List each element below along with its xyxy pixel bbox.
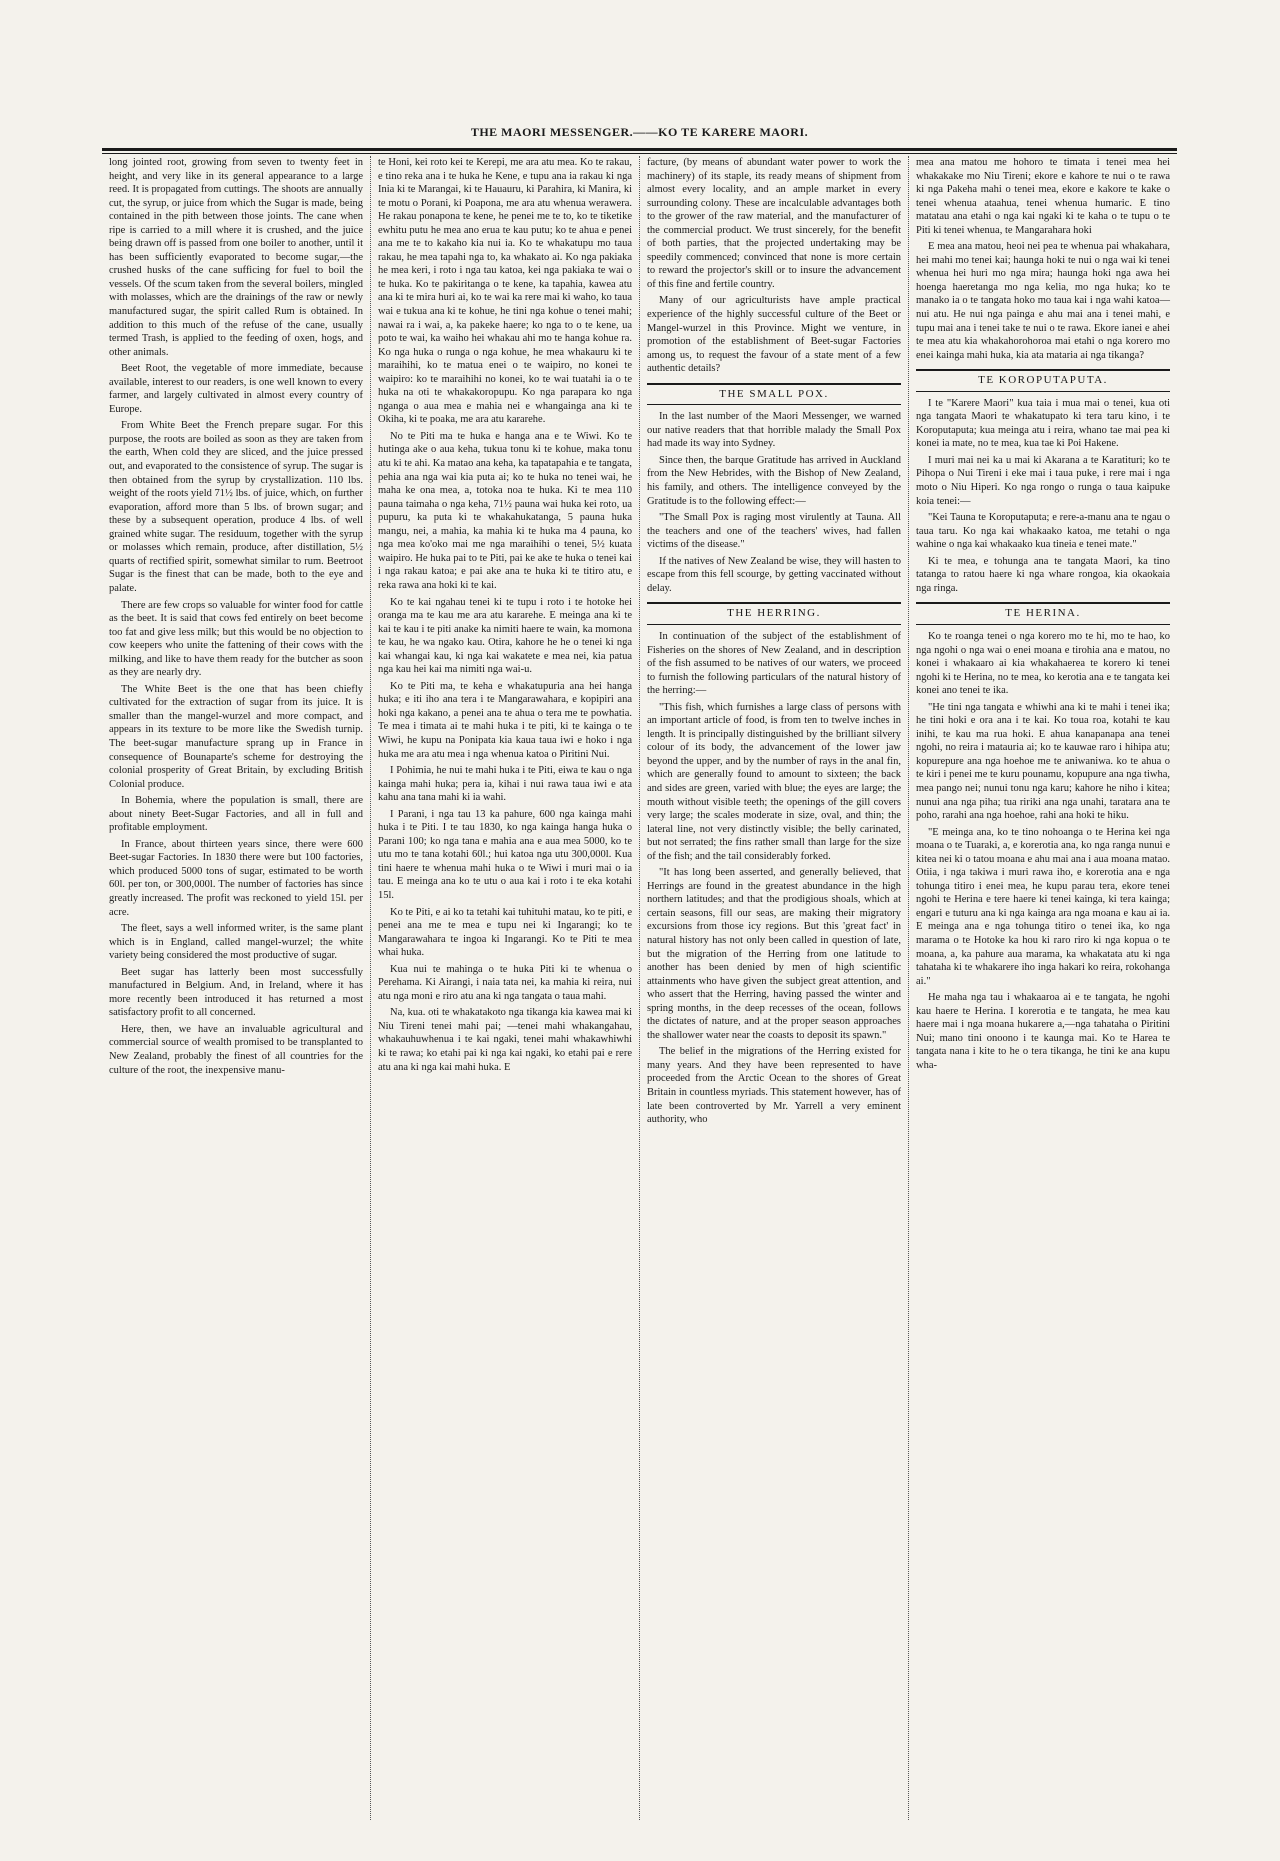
column-2 (371, 156, 640, 1820)
paragraph: mea ana matou me hohoro te timata i tenei mea hei whakakake mo Niu Tireni; ekore e kahore te nui o te rawa ki nga Pakeha mahi o tenei mea, ekore e kakore te kake o tenei whenua ataahua, tenei whenua humaric. E tino matatau ana etahi o nga kai ngaki ki te kaha o te tupu o te Piti ki tenei whenua, te Mangarahara hoki (916, 157, 1170, 236)
section-heading-herina: TE HERINA. (916, 602, 1170, 625)
paragraph: Ko te Piti, e ai ko ta tetahi kai tuhituhi matau, ko te piti, e penei ana me te mea e tupu nei ki Ingarangi; ko te Mangarawahara te ingoa ki Ingarangi. Ko te Piti te mea whai huka. (378, 906, 632, 959)
section-heading-herring: THE HERRING. (647, 602, 901, 625)
paragraph: Here, then, we have an invaluable agricultural and commercial source of wealth promised to be transplanted to New Zealand, probably the finest of all countries for the culture of the root, the inexpensive manu- (109, 1023, 363, 1076)
paragraph: In France, about thirteen years since, there were 600 Beet-sugar Factories. In 1830 there were but 100 factories, which produced 5000 tons of sugar, estimated to be worth 60l. per ton, or 300,000l. The number of factories has since greatly increased. The profit was reckoned to yield 15l. per acre. (109, 838, 363, 918)
newspaper-page (102, 120, 1177, 1820)
paragraph: Beet Root, the vegetable of more immediate, because available, interest to our readers, is one well known to every farmer, and largely cultivated in almost every country of Europe. (109, 363, 363, 415)
paragraph: E mea ana matou, heoi nei pea te whenua pai whakahara, hei mahi mo tenei kai; haunga hoki te nui o nga wai ki tenei whenua hei huri mo nga mira; haunga hoki nga awa hei hoenga haeretanga mo nga kelia, mo nga huka; ko te manako ia o te tangata hoko mo taua kai i nga wahi katoa—nui atu. He nui nga painga e ahu mai ana i tenei mahi, e tupu mai ana i tenei take te nui o te rawa. Ekore ianei e ahei te mea atu kia whakahorohoroa mai etahi o nga korero mo enei kainga mahi huka, kia ata mataria ai nga tikanga? (916, 241, 1170, 361)
paragraph: The belief in the migrations of the Herring existed for many years. And they have been represented to have proceeded from the Arctic Ocean to the shores of Great Britain in countless myriads. This statement however, has of late been controverted by Mr. Yarrell a very eminent authority, who (647, 1046, 901, 1126)
paragraph: If the natives of New Zealand be wise, they will hasten to escape from this fell scourge, by getting vaccinated without delay. (647, 555, 902, 594)
paragraph: From White Beet the French prepare sugar. For this purpose, the roots are boiled as soon as they are taken from the earth, When cold they are sliced, and the juice pressed out, and evaporated to the consistence of syrup. The sugar is then obtained from the syrup by crystallization. 110 lbs. weight of the roots yield 71½ lbs. of juice, which, on further evaporation, afford more than 5 lbs. of brown sugar; and these by a subsequent operation, produce 4 lbs. of well grained white sugar. The residuum, together with the syrup or molasses which remain, produce, after distillation, 5½ quarts of rectified spirit, somewhat similar to rum. Beetroot Sugar is the finest that can be made, both to the eye and palate. (109, 420, 363, 594)
paragraph: Ki te mea, e tohunga ana te tangata Maori, ka tino tatanga to ratou haere ki nga whare rongoa, kia okaokaia nga ringa. (916, 555, 1170, 594)
section-heading-koroputaputa: TE KOROPUTAPUTA. (916, 369, 1170, 392)
masthead (102, 120, 1177, 146)
paragraph: facture, (by means of abundant water power to work the machinery) of its staple, its ready means of shipment from almost every locality, and an ample market in every surrounding colony. These are incalculable advantages both to the grower of the raw material, and the manufacturer of the commercial product. We trust sincerely, for the benefit of both parties, that the projected undertaking may be speedily commenced; convinced that none is more certain to reward the projector's skill or to insure the advancement of this fine and fertile country. (647, 157, 901, 290)
paragraph: There are few crops so valuable for winter food for cattle as the beet. It is said that cows fed entirely on beet become too fat and give less milk; but this would be no objection to cow keepers who unite the fattening of their cows with the milking, and like to have them ready for the butcher as soon as they are nearly dry. (109, 599, 363, 679)
paragraph: "It has long been asserted, and generally believed, that Herrings are found in the greatest abundance in the high northern latitudes; and that the prodigious shoals, which at certain seasons, fill our seas, are making their migratory excursions from those icy regions. But this 'great fact' in natural history has not only been called in question of late, but the migration of the Herring from one latitude to another has been denied by men of high scientific attainments who have given the subject great attention, and who assert that the Herring, having passed the winter and spring months, in the deep recesses of the ocean, follows the dictates of nature, and at the proper season approaches the shallower water near the coasts to deposit its spawn." (647, 867, 901, 1041)
masthead-rule (102, 148, 1177, 151)
column-4 (909, 156, 1177, 1820)
paragraph: long jointed root, growing from seven to twenty feet in height, and very like in its general appearance to a large reed. It is propagated from cuttings. The shoots are annually cut, the syrup, or juice from which the Sugar is made, being contained in the pith between those joints. The cane when ripe is carried to a mill where it is crushed, and the juice being drawn off is passed from one boiler to another, until it has been sufficiently evaporated to become sugar,—the crushed husks of the cane sufficing for fuel to boil the vessels. Of the scum taken from the several boilers, mingled with molasses, which are the drainings of the raw or newly manufactured sugar, the spirit called Rum is obtained. In addition to this much of the refuse of the cane, usually termed Trash, is applied to the feeding of oxen, hogs, and other animals. (109, 157, 363, 358)
masthead-rule-thin (102, 153, 1177, 154)
paragraph: Since then, the barque Gratitude has arrived in Auckland from the New Hebrides, with the Bishop of New Zealand, his family, and others. The intelligence conveyed by the Gratitude is to the following effect:— (647, 454, 901, 507)
paragraph: Ko te kai ngahau tenei ki te tupu i roto i te hotoke hei oranga ma te kau me ara atu kararehe. E meinga ana ki te kai te kau i te piti anake ka nimiti haere te wain, ka momona te kau, he wa ngako kau. Otira, kahore he he o tenei ki nga kai whangai kau, ki nga kai wakatete e mea nei, kia patua nga kau hei kai ma nimiti nga wai-u. (378, 596, 632, 676)
paragraph: Na, kua. oti te whakatakoto nga tikanga kia kawea mai ki Niu Tireni tenei mahi pai; —tenei mahi whakangahau, whakauhuwhenua i te kai ngaki, tenei mahi whakawhiwhi ki te rawa; ko etahi pai ki nga kai ngaki, ko etahi pai e rere atu ana ki nga kai mahi huka. E (378, 1007, 632, 1073)
paragraph: I muri mai nei ka u mai ki Akarana a te Karatituri; ko te Pihopa o Nui Tireni i eke mai i taua puke, i rere mai i nga moto o Niu Hiperi. Ko nga rongo o runga o taua kaipuke koia tenei:— (916, 454, 1170, 507)
paragraph: The White Beet is the one that has been chiefly cultivated for the extraction of sugar from its juice. It is smaller than the mangel-wurzel and more compact, and appears in its texture to be more like the Swedish turnip. The beet-sugar manufacture sprang up in France in consequence of Bounaparte's scheme for destroying the colonial prosperity of Great Britain, by excluding British Colonial produce. (109, 683, 363, 790)
paragraph: I te "Karere Maori" kua taia i mua mai o tenei, kua oti nga tangata Maori te whakatupato ki tera taru kino, i te Koroputaputa; kua meinga atu i reira, whano tae mai pea ki konei ia mate, no te mea, kua tae ki Poi Hakene. (916, 397, 1170, 450)
paragraph: "Kei Tauna te Koroputaputa; e rere-a-manu ana te ngau o taua taru. Ko nga kai whakaako katoa, me tetahi o nga wahine o nga kai whakaako kua tineia e tenei mate." (916, 512, 1170, 551)
paragraph: He maha nga tau i whakaaroa ai e te tangata, he ngohi kau haere te Herina. I korerotia e te tangata, he mea kau haere mai i nga moana hukarere a,—nga tahataha o Piritini Nui; mano tini onoono i te kaunga mai. Ko te Harea te tangata nana i kite to he o tera tikanga, he tini ke ana kupu wha- (916, 992, 1170, 1071)
paragraph: In Bohemia, where the population is small, there are about ninety Beet-Sugar Factories, and all in full and profitable employment. (109, 795, 363, 834)
column-1 (102, 156, 371, 1820)
paragraph: Kua nui te mahinga o te huka Piti ki te whenua o Perehama. Ki Airangi, i naia tata nei, ka mahia ki reira, nui atu nga moni e riro atu ana ki nga tangata o taua mahi. (378, 963, 632, 1002)
paragraph: I Parani, i nga tau 13 ka pahure, 600 nga kainga mahi huka i te Piti. I te tau 1830, ko nga kainga hanga huka o Parani 100; ko nga tana e mahia ana e aua mea 5000, ko te utu mo te tana kotahi 60l.; hui katoa nga utu 300,000l. Kua tini haere te whenua mahi huka o te Wiwi i muri mai o ia tau. E meinga ana ko te utu o aua kai i roto i te eka kotahi 15l. (378, 808, 632, 901)
paragraph: In continuation of the subject of the establishment of Fisheries on the shores of New Zealand, and in description of the fish assumed to be natives of our waters, we proceed to furnish the following particulars of the natural history of the herring:— (647, 630, 901, 697)
paragraph: The fleet, says a well informed writer, is the same plant which is in England, called mangel-wurzel; the white variety being considered the most productive of sugar. (109, 923, 363, 962)
paragraph: "This fish, which furnishes a large class of persons with an important article of food, is from ten to twelve inches in length. It is principally distinguished by the brilliant silvery colour of its body, the advancement of the lower jaw beyond the upper, and by the number of rays in the anal fin, which are generally found to amount to sixteen; the back and sides are green, varied with blue; the eyes are large; the mouth without visible teeth; the openings of the gill covers very large; the scales moderate in size, oval, and thin; the lateral line, not very distinctly visible; the belly carinated, but not serrated; the fins rather small than large for the size of the fish; and the tail considerably forked. (647, 701, 901, 862)
paragraph: I Pohimia, he nui te mahi huka i te Piti, eiwa te kau o nga kainga mahi huka; pera ia, kihai i nui rawa taua iwi e ata kahu ana tana mahi ki ia wahi. (378, 765, 632, 804)
paragraph: Beet sugar has latterly been most successfully manufactured in Belgium. And, in Ireland, where it has more recently been introduced it has returned a most satisfactory profit to all concerned. (109, 966, 363, 1019)
paragraph: "E meinga ana, ko te tino nohoanga o te Herina kei nga moana o te Tuaraki, a, e korerotia ana, ko nga ranga nunui e kitea nei ki o tatou moana e ahu mai ana i aua moana matao. Otiia, i nga takiwa i muri rawa iho, e korerotia ana e nga tohunga titiro i enei mea, he kupu parau tera, ekore tenei ngohi te Herina e tere haere ki tenei kainga, ki tera kainga; engari e tuturu ana ki nga kainga ara nga moana e kau ai ia. E meinga ana e nga tohunga titiro o tenei ika, ko nga marama o te Hotoke ka hou ki raro riro ki nga kopua o te moana, a, ka pahure aua marama, ka whakatata atu ki nga tahataha ki te whakarere iho inga hakari ko reira, rokohanga ai." (916, 826, 1170, 987)
paragraph: Many of our agriculturists have ample practical experience of the highly successful culture of the Beet or Mangel-wurzel in this Province. Might we venture, in promotion of the establishment of Beet-sugar Factories among us, to request the favour of a state ment of a few authentic details? (647, 295, 901, 375)
masthead-title: THE MAORI MESSENGER.——KO TE KARERE MAORI. (470, 125, 809, 139)
column-3 (640, 156, 909, 1820)
paragraph: te Honi, kei roto kei te Kerepi, me ara atu mea. Ko te rakau, e tino reka ana i te huka he Kene, e tupu ana ia rakau ki nga Inia ki te Marangai, ki te Hauauru, ki Parahira, ki Manira, ki te motu o Porani, ki Poapona, me ara atu whenua werawera. He rakau ponapona te kene, he penei me te to, ko te tiketike ewhitu putu he mea ano erua te kau putu; ko te ahua e penei ana me te to kakaho kia nui ia. Ko te whakatupu mo taua rakau, he mea tapahi nga to, ka whakato ai. Ko nga pakiaka he mea keri, i roto i nga tau katoa, kei nga pakiaka te wai o te huka. Ko te pakiritanga o te kene, ka tapahia, kawea atu ana ki te mira huri ai, ko te wai ka rere mai ki waho, ko taua wai e tukua ana ki te kohue, he tini nga kohue o tenei mahi; nawai ra i wai, a, ka pakeke haere; ko nga to o te kene, ua poto te wai, ka waiho hei whakau ahi mo te hanga kohue ra. Ko nga huka o runga o nga kohue, he mea whakauru ki te maraihihi, ko te matua enei o te waipiro, no konei te waipiro: ko te maraihihi no konei, ko te wai tuatahi ia o te huka na oti te whakakoropupu. Ko nga parapara ko nga nganga o aua mea e mahia nei e whangainga ana ki te Okiha, ki te poaka, me ara atu kararehe. (378, 157, 632, 426)
paragraph: In the last number of the Maori Messenger, we warned our native readers that that horrible malady the Small Pox had made its way into Sydney. (647, 411, 901, 450)
paragraph: "He tini nga tangata e whiwhi ana ki te mahi i tenei ika; he tini hoki e ora ana i te kai. Ko toua roa, kotahi te kau inihi, te kau ma rua hoki. E ahua kanapanapa ana tenei ngohi, no reira i matauria ai; ko te kauwae raro i hihipa atu; kopurepure ana nga hoehoe me te aniwaniwa. ko te ahua o te kiri i penei me te kuru pounamu, kopupure ana nga tiwha, mea pango nei; nunui tonu nga karu; kahore he niho i kitea; nunui ana nga piha; tua ririki ana nga unahi, taratara ana te poho, rarahi ana nga hoehoe, rahi ana hoki te hiku. (916, 701, 1170, 822)
paragraph: No te Piti ma te huka e hanga ana e te Wiwi. Ko te hutinga ake o aua keha, tukua tonu ki te kohue, maka tonu atu ki te ahi. Ka matao ana keha, ka tapatapahia e te tangata, pehia ana nga wai kia puta ai; ko te huka no tenei wai, he maha ke ona mea, a, totoka noa te huka. Ki te mea 110 pauna taimaha o nga keha, 71½ pauna wai huka kei roto, ua pupuru, ka puta ki te whakahukatanga, 5 pauna huka mangu, nei, a mahia, ka mahia ki te huka ma 4 pauna, ko nga mea ko'oko mai me nga maraihihi o tenei, 5½ kuata waipiro. He huka pai to te Piti, pai ke ake te huka o tenei kai i nga rakau katoa; e pai ake ana te huka ki te titiro atu, e reka rawa ana hoki ki te kai. (378, 430, 632, 591)
section-heading-small-pox: THE SMALL POX. (647, 383, 901, 406)
paragraph: "The Small Pox is raging most virulently at Tauna. All the teachers and one of the teachers' wives, had fallen victims of the disease." (647, 512, 901, 551)
columns (102, 156, 1177, 1820)
paragraph: Ko te roanga tenei o nga korero mo te hi, mo te hao, ko nga ngohi o nga wai o enei moana e tirohia ana e matou, no konei i whakaaro ai kia whakahaerea te korero ki tenei ngohi ki te Herina, no te mea, ko kerotia ana e te tangata kei konei ano tenei te ika. (916, 630, 1170, 697)
paragraph: Ko te Piti ma, te keha e whakatupuria ana hei hanga huka; e iti iho ana tera i te Mangarawahara, e kopipiri ana hoki nga kakano, a penei ana te ahua o tera me te powhatia. Te mea i timata ai te mahi huka i te piti, ki te kainga o te Wiwi, he kupu na Ponipata kia kaua taua iwi e hoko i nga huka me ara atu mea i nga whenua katoa o Piritini Nui. (378, 680, 632, 760)
